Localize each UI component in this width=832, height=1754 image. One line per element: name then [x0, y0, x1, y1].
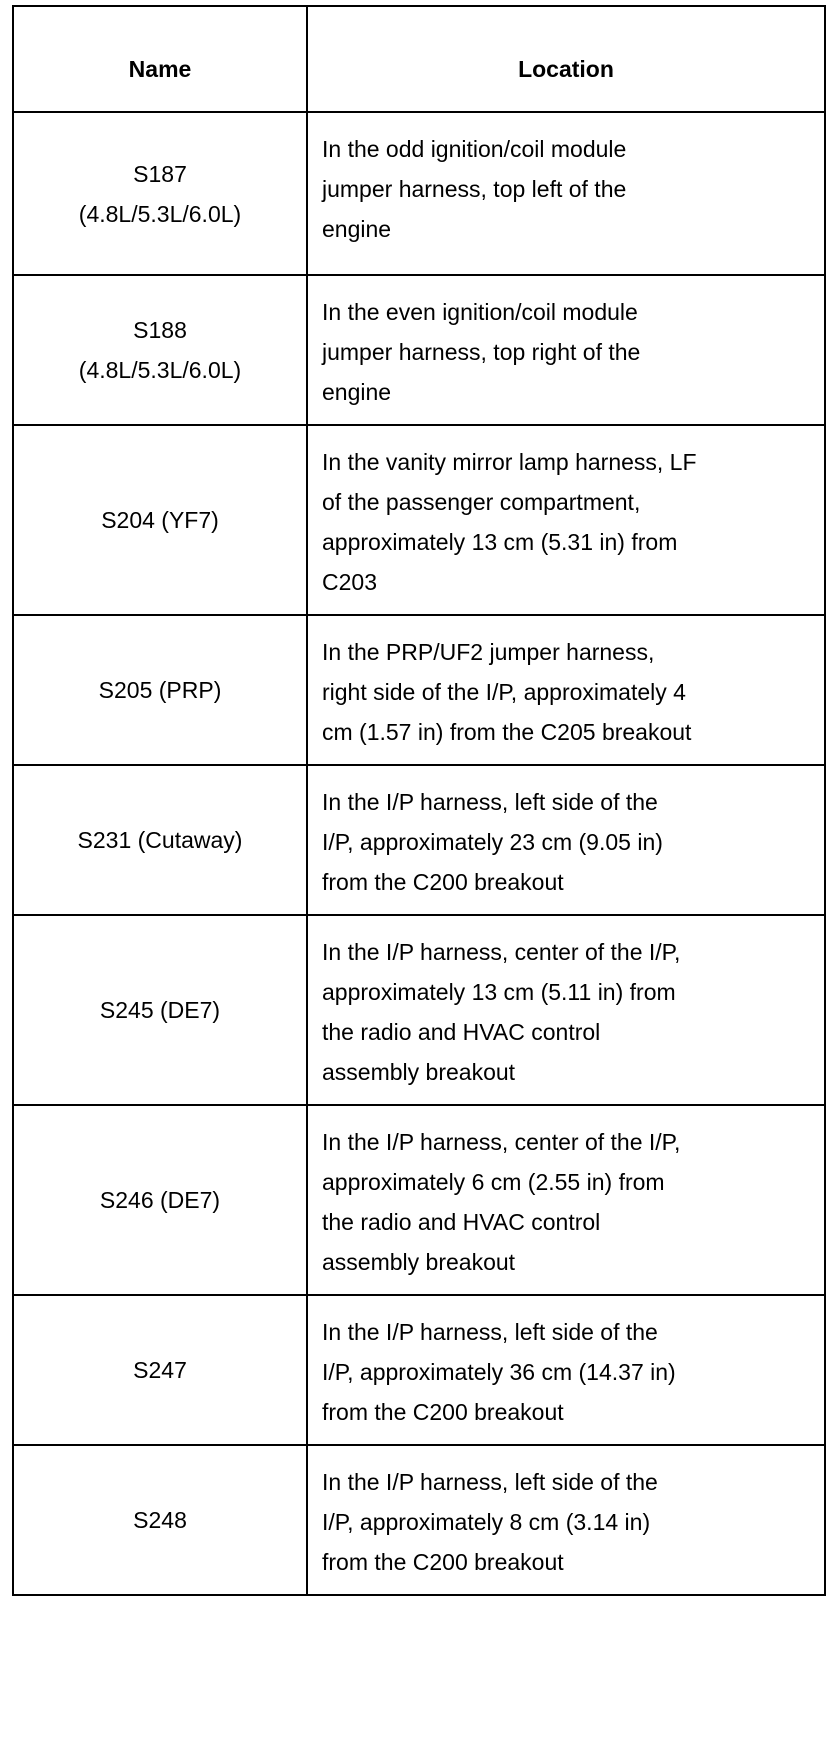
splice-name-text: S246 (DE7) — [99, 1187, 221, 1213]
location-line: In the I/P harness, center of the I/P, — [322, 939, 681, 965]
splice-name-cell — [13, 112, 307, 275]
table-row — [13, 1445, 825, 1595]
location-line: I/P, approximately 8 cm (3.14 in) — [322, 1509, 651, 1535]
table-row — [13, 1105, 825, 1295]
location-cell — [307, 1445, 825, 1595]
table-row — [13, 425, 825, 615]
location-line: the radio and HVAC control — [322, 1019, 601, 1045]
splice-name-text: (4.8L/5.3L/6.0L) — [78, 200, 242, 227]
location-line: assembly breakout — [322, 1059, 516, 1085]
splice-name-text: S247 — [133, 1357, 187, 1383]
splice-name-text: S205 (PRP) — [98, 677, 222, 703]
splice-name-cell — [13, 1445, 307, 1595]
location-cell — [307, 765, 825, 915]
location-line: approximately 6 cm (2.55 in) from — [322, 1169, 665, 1195]
splice-name-cell — [13, 1295, 307, 1445]
splice-name-cell — [13, 615, 307, 765]
splice-name-cell — [13, 765, 307, 915]
table-row — [13, 275, 825, 425]
location-cell — [307, 425, 825, 615]
location-line: In the I/P harness, left side of the — [322, 789, 658, 815]
table-body — [13, 112, 825, 1595]
location-line: jumper harness, top right of the — [322, 339, 641, 365]
splice-location-table — [12, 5, 826, 1596]
location-line: assembly breakout — [322, 1249, 516, 1275]
table-row — [13, 915, 825, 1105]
location-line: I/P, approximately 23 cm (9.05 in) — [322, 829, 663, 855]
splice-name-cell — [13, 915, 307, 1105]
location-line: cm (1.57 in) from the C205 breakout — [322, 719, 692, 745]
splice-name-text: S187 — [133, 160, 187, 187]
splice-name-text: S231 (Cutaway) — [77, 827, 243, 853]
table-row — [13, 765, 825, 915]
header-row — [13, 6, 825, 112]
location-line: right side of the I/P, approximately 4 — [322, 679, 686, 705]
table-row — [13, 615, 825, 765]
location-cell — [307, 1105, 825, 1295]
splice-name-cell — [13, 425, 307, 615]
location-line: from the C200 breakout — [322, 869, 564, 895]
location-cell — [307, 275, 825, 425]
location-line: In the I/P harness, left side of the — [322, 1469, 658, 1495]
location-line: In the vanity mirror lamp harness, LF — [322, 449, 697, 475]
splice-name-cell — [13, 275, 307, 425]
splice-name-text: S188 — [133, 317, 187, 343]
table-row — [13, 112, 825, 275]
location-line: approximately 13 cm (5.31 in) from — [322, 529, 678, 555]
splice-name-text: S245 (DE7) — [99, 997, 221, 1023]
splice-name-text: S204 (YF7) — [101, 507, 219, 533]
table-header — [13, 6, 825, 112]
location-line: approximately 13 cm (5.11 in) from — [322, 979, 676, 1005]
location-cell — [307, 915, 825, 1105]
location-line: In the I/P harness, center of the I/P, — [322, 1129, 681, 1155]
location-line: In the PRP/UF2 jumper harness, — [322, 639, 655, 665]
location-line: engine — [322, 379, 392, 405]
location-cell — [307, 1295, 825, 1445]
location-line: C203 — [322, 569, 377, 595]
location-line: of the passenger compartment, — [322, 489, 641, 515]
location-line: In the I/P harness, left side of the — [322, 1319, 658, 1345]
location-line: from the C200 breakout — [322, 1399, 564, 1425]
location-column-header: Location — [307, 6, 825, 112]
location-line: In the even ignition/coil module — [322, 299, 638, 325]
table-row — [13, 1295, 825, 1445]
location-cell — [307, 615, 825, 765]
location-line: from the C200 breakout — [322, 1549, 564, 1575]
location-line: In the odd ignition/coil module — [322, 136, 627, 162]
location-line: engine — [322, 216, 392, 242]
splice-name-text: S248 — [133, 1507, 187, 1533]
location-line: I/P, approximately 36 cm (14.37 in) — [322, 1359, 676, 1385]
location-cell — [307, 112, 825, 275]
name-column-header: Name — [13, 6, 307, 112]
location-line: the radio and HVAC control — [322, 1209, 601, 1235]
splice-name-text: (4.8L/5.3L/6.0L) — [78, 357, 242, 383]
location-line: jumper harness, top left of the — [322, 176, 627, 202]
splice-name-cell — [13, 1105, 307, 1295]
